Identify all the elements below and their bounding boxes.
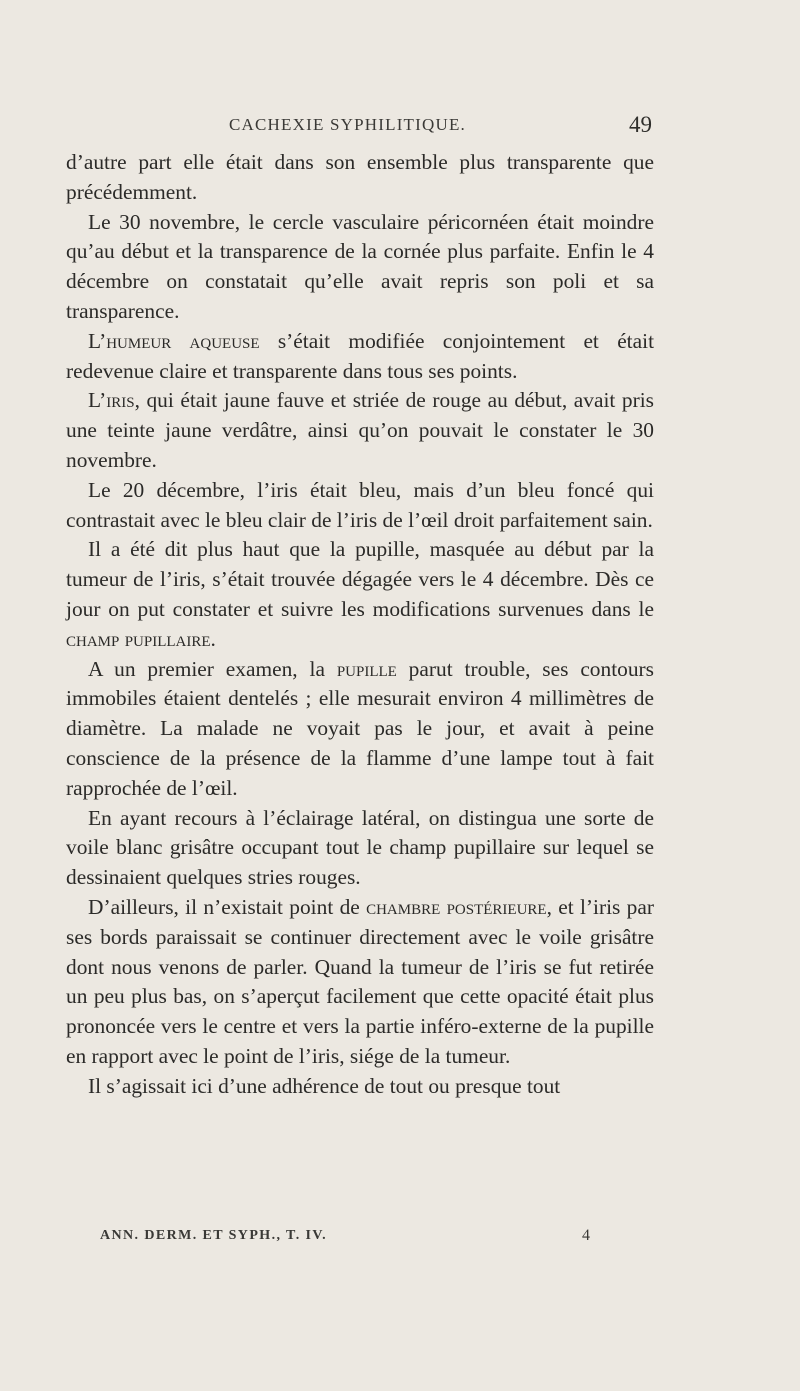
paragraph-2 — [66, 208, 654, 327]
smallcaps-term: chambre postérieure — [366, 894, 547, 919]
paragraph-text-after: . — [210, 626, 216, 651]
paragraph-8 — [66, 804, 654, 893]
smallcaps-lead: L’iris — [88, 388, 135, 413]
paragraph-text: A un premier examen, la — [88, 656, 337, 681]
signature-mark: 4 — [582, 1227, 590, 1244]
page-footer — [100, 1228, 590, 1252]
journal-reference: ANN. DERM. ET SYPH., T. IV. — [100, 1228, 327, 1243]
body-text — [66, 148, 654, 1102]
paragraph-7 — [66, 655, 654, 804]
paragraph-1 — [66, 148, 654, 208]
smallcaps-lead: L’humeur aqueuse — [88, 328, 260, 353]
paragraph-text-after: parut trouble, ses contours immobiles étaient dentelés ; elle mesurait environ 4 millimètres de diamètre. La malade ne voyait pas le jour, et avait à peine conscience de la présence de la flamme d’une lampe tout à fait rapprochée de l’œil. — [66, 656, 654, 800]
paragraph-5 — [66, 476, 654, 536]
page-header — [66, 112, 652, 143]
page-number: 49 — [629, 112, 652, 137]
smallcaps-term: champ pupillaire — [66, 626, 211, 651]
paragraph-text: D’ailleurs, il n’existait point de — [88, 894, 367, 919]
paragraph-text-after: , et l’iris par ses bords paraissait se continuer directement avec le voile grisâtre dont nous venons de parler. Quand la tumeur de l’iris se fut retirée un peu plus bas, on s’aperçut facilement que cette opacité était plus prononcée vers le centre et vers la partie inféro-externe de la pupille en rapport avec le point de l’iris, siége de la tumeur. — [66, 894, 654, 1068]
paragraph-3 — [66, 327, 654, 387]
paragraph-text: , qui était jaune fauve et striée de rouge au début, avait pris une teinte jaune verdâtre, ainsi qu’on pouvait le constater le 30 novembre. — [66, 388, 654, 472]
running-title: CACHEXIE SYPHILITIQUE. — [229, 115, 466, 134]
paragraph-10 — [66, 1072, 654, 1102]
paragraph-text: s’était modifiée conjointement et était redevenue claire et transparente dans tous ses points. — [66, 328, 655, 383]
paragraph-6 — [66, 535, 654, 654]
paragraph-text: Le 30 novembre, le cercle vasculaire péricornéen était moindre qu’au début et la transparence de la cornée plus parfaite. Enfin le 4 décembre on constatait qu’elle avait repris son poli et sa transparence. — [66, 209, 654, 323]
paragraph-9 — [66, 893, 654, 1072]
paragraph-text: Il a été dit plus haut que la pupille, masquée au début par la tumeur de l’iris, s’était trouvée dégagée vers le 4 décembre. Dès ce jour on put constater et suivre les modifications survenues dans le — [66, 537, 654, 621]
paragraph-text: Il s’agissait ici d’une adhérence de tout ou presque tout — [88, 1073, 561, 1098]
paragraph-4 — [66, 386, 654, 475]
paragraph-text: d’autre part elle était dans son ensemble plus transparente que précédemment. — [66, 150, 654, 204]
paragraph-text: Le 20 décembre, l’iris était bleu, mais d’un bleu foncé qui contrastait avec le bleu clair de l’iris de l’œil droit parfaitement sain. — [66, 477, 654, 532]
smallcaps-term: pupille — [336, 656, 397, 681]
paragraph-text: En ayant recours à l’éclairage latéral, on distingua une sorte de voile blanc grisâtre occupant tout le champ pupillaire sur lequel se dessinaient quelques stries rouges. — [66, 805, 654, 890]
